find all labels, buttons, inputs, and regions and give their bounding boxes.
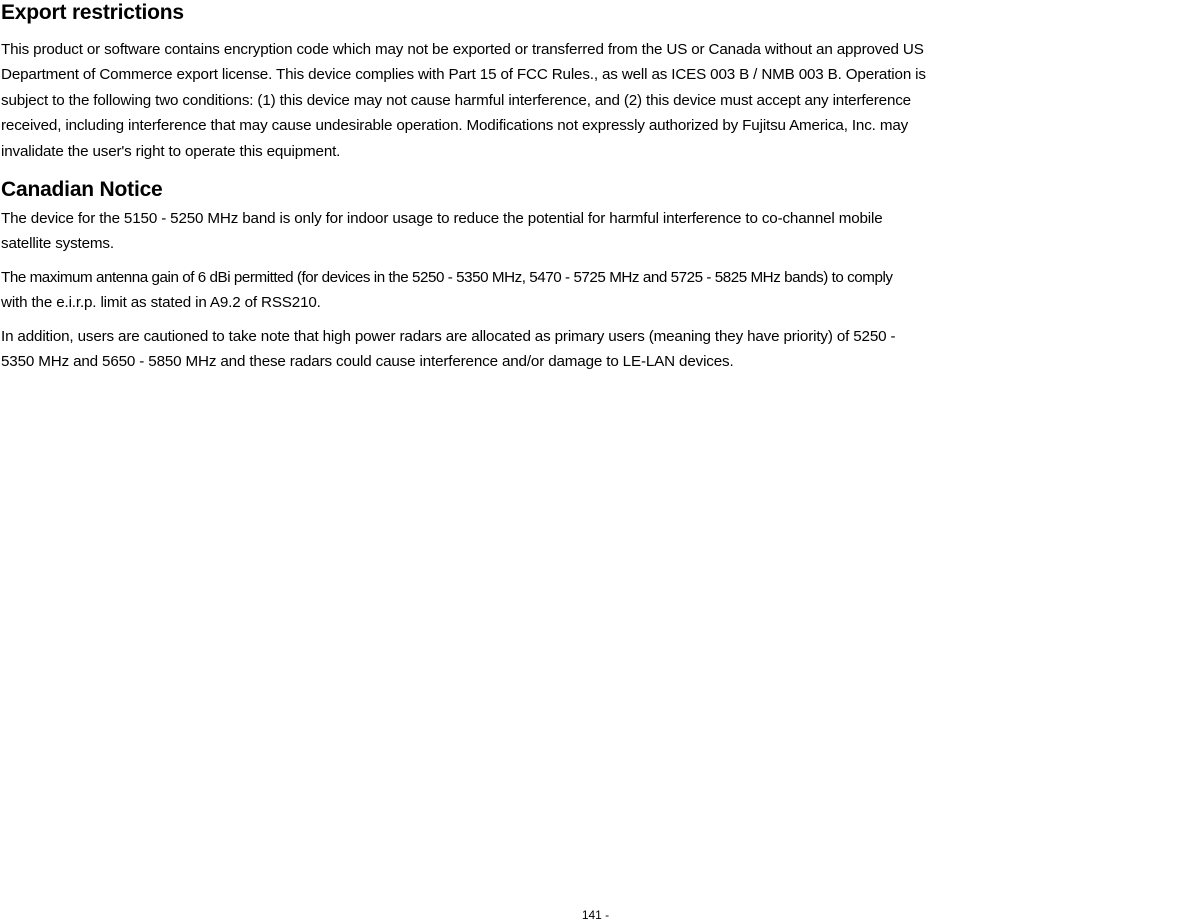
heading-export-restrictions: Export restrictions bbox=[1, 1, 184, 24]
text-line: with the e.i.r.p. limit as stated in A9.2 of RSS210. bbox=[1, 294, 321, 312]
text-line: In addition, users are cautioned to take note that high power radars are allocated as primary users (meaning they have priority) of 5250 - bbox=[1, 327, 896, 345]
canadian-notice-paragraph-radars bbox=[1, 324, 1191, 375]
text-line: satellite systems. bbox=[1, 235, 114, 253]
page-number: 141 - bbox=[581, 908, 610, 922]
export-restrictions-section bbox=[1, 37, 1191, 164]
text-line: received, including interference that may cause undesirable operation. Modifications not expressly authorized by Fujitsu America, Inc. may bbox=[1, 117, 909, 135]
text-line: The maximum antenna gain of 6 dBi permitted (for devices in the 5250 - 5350 MHz, 5470 - 5725 MHz and 5725 - 5825 MHz bands) to comply bbox=[1, 268, 893, 286]
heading-canadian-notice: Canadian Notice bbox=[1, 178, 163, 202]
canadian-notice-section bbox=[1, 206, 1191, 374]
text-line: invalidate the user's right to operate this equipment. bbox=[1, 142, 341, 160]
text-line: The device for the 5150 - 5250 MHz band is only for indoor usage to reduce the potential for harmful interference to co-channel mobile bbox=[1, 210, 883, 228]
text-line: subject to the following two conditions: (1) this device may not cause harmful interference, and (2) this device must accept any interference bbox=[1, 91, 911, 109]
text-line: Department of Commerce export license. This device complies with Part 15 of FCC Rules., as well as ICES 003 B / NMB 003 B. Operation is bbox=[1, 66, 926, 84]
text-line: This product or software contains encryption code which may not be exported or transferred from the US or Canada without an approved US bbox=[1, 41, 924, 58]
canadian-notice-paragraph-antenna bbox=[1, 265, 1191, 316]
canadian-notice-paragraph-indoor bbox=[1, 206, 1191, 257]
export-restrictions-paragraph bbox=[1, 37, 1191, 164]
document-content bbox=[1, 0, 1191, 374]
text-line: 5350 MHz and 5650 - 5850 MHz and these radars could cause interference and/or damage to LE-LAN devices. bbox=[1, 353, 734, 371]
